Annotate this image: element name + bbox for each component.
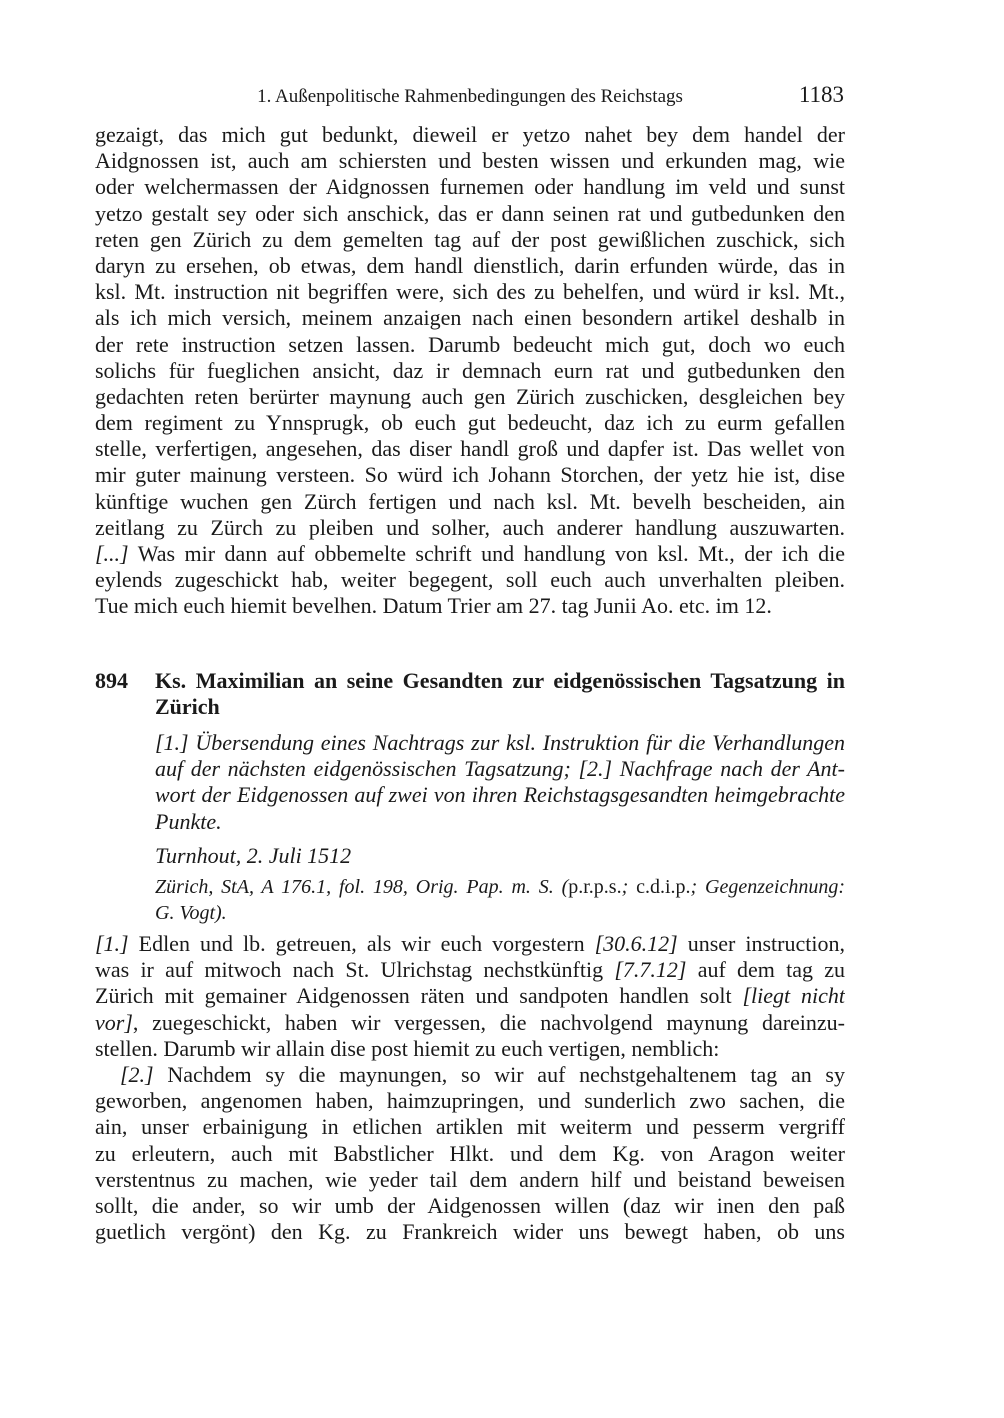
- text-line: verstentnus zu machen, wie yeder tail dem andern hilf und beistand beweisen: [95, 1166, 845, 1192]
- text-run: Was mir dann auf obbemelte schrift und handlung von ksl. Mt., der ich die: [128, 541, 845, 566]
- text-run: Nachdem sy die maynungen, so wir auf nechstgehaltenem tag an sy: [153, 1061, 845, 1087]
- text-run: , zuegeschickt, haben wir vergessen, die nachvolgend maynung dareinzu-: [132, 1009, 845, 1035]
- paragraph-mark: [1.]: [95, 931, 129, 956]
- text-line: [95, 931, 845, 957]
- text-run: ; Gegenzeichnung:: [690, 876, 845, 898]
- editorial-note: vor]: [95, 1009, 133, 1035]
- running-head: [0, 82, 1004, 112]
- source-note: [155, 874, 845, 926]
- text-line: mir guter mainung versteen. So würd ich Johann Storchen, der yetz hie ist, dise: [95, 462, 845, 488]
- summary-line: auf der nächsten eidgenössischen Tagsatzung; [2.] Nachfrage nach der Ant-: [155, 756, 845, 782]
- continuation-text: [95, 122, 845, 620]
- document-title: [155, 668, 845, 720]
- page-number: 1183: [798, 82, 844, 107]
- text-line: zeitlang zu Zürch zu pleiben und solher, auch anderer handlung auszuwarten.: [95, 514, 845, 540]
- text-run: ;: [621, 876, 637, 898]
- title-line: Zürich: [155, 694, 220, 719]
- text-line: solichs für fueglichen ansicht, daz ir demnach eurn rat und gutbedunken den: [95, 357, 845, 383]
- text-line: daryn zu ersehen, ob etwas, dem handl dienstlich, darin erfunden würde, das in: [95, 252, 845, 278]
- text-line: als ich mich versich, meinem anzaigen nach einen besondern artikel deshalb in: [95, 305, 845, 331]
- text-line: [95, 983, 845, 1009]
- running-title: 1. Außenpolitische Rahmenbedingungen des Reichstags: [257, 86, 683, 107]
- source-line: [155, 874, 845, 900]
- text-line: geworben, angenomen haben, haimzupringen, und sunderlich zwo sachen, die: [95, 1088, 845, 1114]
- text-run: p.r.p.s.: [568, 876, 622, 898]
- text-line: zu erleutern, auch mit Babstlicher Hlkt. und dem Kg. von Aragon weiter: [95, 1140, 845, 1166]
- text-line: [95, 1010, 845, 1036]
- omission-mark: [...]: [95, 541, 129, 566]
- text-line: stelle, verfertigen, angesehen, das diser handl groß und dapfer ist. Das wellet von: [95, 436, 845, 462]
- text-line: oder welchermassen der Aidgnossen furnemen oder handlung im veld und sunst: [95, 174, 845, 200]
- text-line: yetzo gestalt sey oder sich anschick, das er dann seinen rat und gutbedunken den: [95, 200, 845, 226]
- summary-line: Punkte.: [155, 808, 222, 834]
- summary-line: [1.] Übersendung eines Nachtrags zur ksl. Instruktion für die Verhandlungen: [155, 730, 845, 755]
- text-run: c.d.i.p.: [636, 876, 691, 898]
- text-line: gezaigt, das mich gut bedunkt, dieweil er yetzo nahet bey dem handel der: [95, 122, 845, 147]
- text-line: eylends zugeschickt hab, weiter begegent, soll euch auch unverhalten pleiben.: [95, 567, 845, 593]
- editorial-note: [liegt nicht: [742, 983, 845, 1009]
- text-line: gedachten reten berürter maynung auch gen Zürich zuschicken, desgleichen bey: [95, 383, 845, 409]
- date-place: Turnhout, 2. Juli 1512: [155, 843, 352, 868]
- title-line: Ks. Maximilian an seine Gesandten zur eidgenössischen Tagsatzung in: [155, 668, 845, 693]
- text-run: auf dem tag zu: [686, 957, 845, 983]
- text-line: reten gen Zürich zu dem gemelten tag auf der post gewißlichen zuschick, sich: [95, 226, 845, 252]
- editorial-date: [30.6.12]: [594, 931, 678, 956]
- document-summary: [155, 730, 845, 835]
- document-number: 894: [95, 668, 128, 693]
- text-line: [95, 541, 845, 567]
- text-line: Aidgnossen ist, auch am schiersten und besten wissen und erkunden mag, wie: [95, 148, 845, 174]
- editorial-date: [7.7.12]: [614, 957, 687, 983]
- text-line: Tue mich euch hiemit bevelhen. Datum Trier am 27. tag Junii Ao. etc. im 12.: [95, 593, 772, 619]
- text-line: dem regiment zu Ynnsprugk, ob euch gut bedeucht, daz ich zu eurm gefallen: [95, 410, 845, 436]
- text-line: ain, unser erbainigung in etlichen artiklen mit weiterm und pesserm vergriff: [95, 1114, 845, 1140]
- text-run: was ir auf mitwoch nach St. Ulrichstag nechstkünftig: [95, 957, 615, 983]
- text-run: unser instruction,: [677, 931, 845, 956]
- text-line: guetlich vergönt) den Kg. zu Frankreich wider uns bewegt haben, ob uns: [95, 1219, 845, 1245]
- text-line: sollt, die ander, so wir umb der Aidgenossen willen (daz wir inen den paß: [95, 1192, 845, 1218]
- text-run: Zürich mit gemainer Aidgenossen räten und sandpoten handlen solt: [95, 983, 743, 1009]
- summary-line: wort der Eidgenossen auf zwei von ihren Reichstagsgesandten heimgebrachte: [155, 782, 845, 808]
- text-line: stellen. Darumb wir allain dise post hiemit zu euch vertigen, nemblich:: [95, 1035, 720, 1061]
- text-line: künftige wuchen gen Zürch fertigen und nach ksl. Mt. bevelh bescheiden, ain: [95, 488, 845, 514]
- text-line: der rete instruction setzen lassen. Darumb bedeucht mich gut, doch wo euch: [95, 331, 845, 357]
- text-line: [95, 1062, 845, 1088]
- text-run: Zürich, StA, A 176.1, fol. 198, Orig. Pap. m. S. (: [155, 876, 569, 898]
- text-line: [95, 957, 845, 983]
- document-text: [95, 931, 845, 1245]
- paragraph-mark: [2.]: [120, 1061, 154, 1087]
- source-line: G. Vogt).: [155, 902, 227, 924]
- text-run: Edlen und lb. getreuen, als wir euch vorgestern: [128, 931, 595, 956]
- text-line: ksl. Mt. instruction nit begriffen were, sich des zu behelfen, und würd ir ksl. Mt.,: [95, 279, 845, 305]
